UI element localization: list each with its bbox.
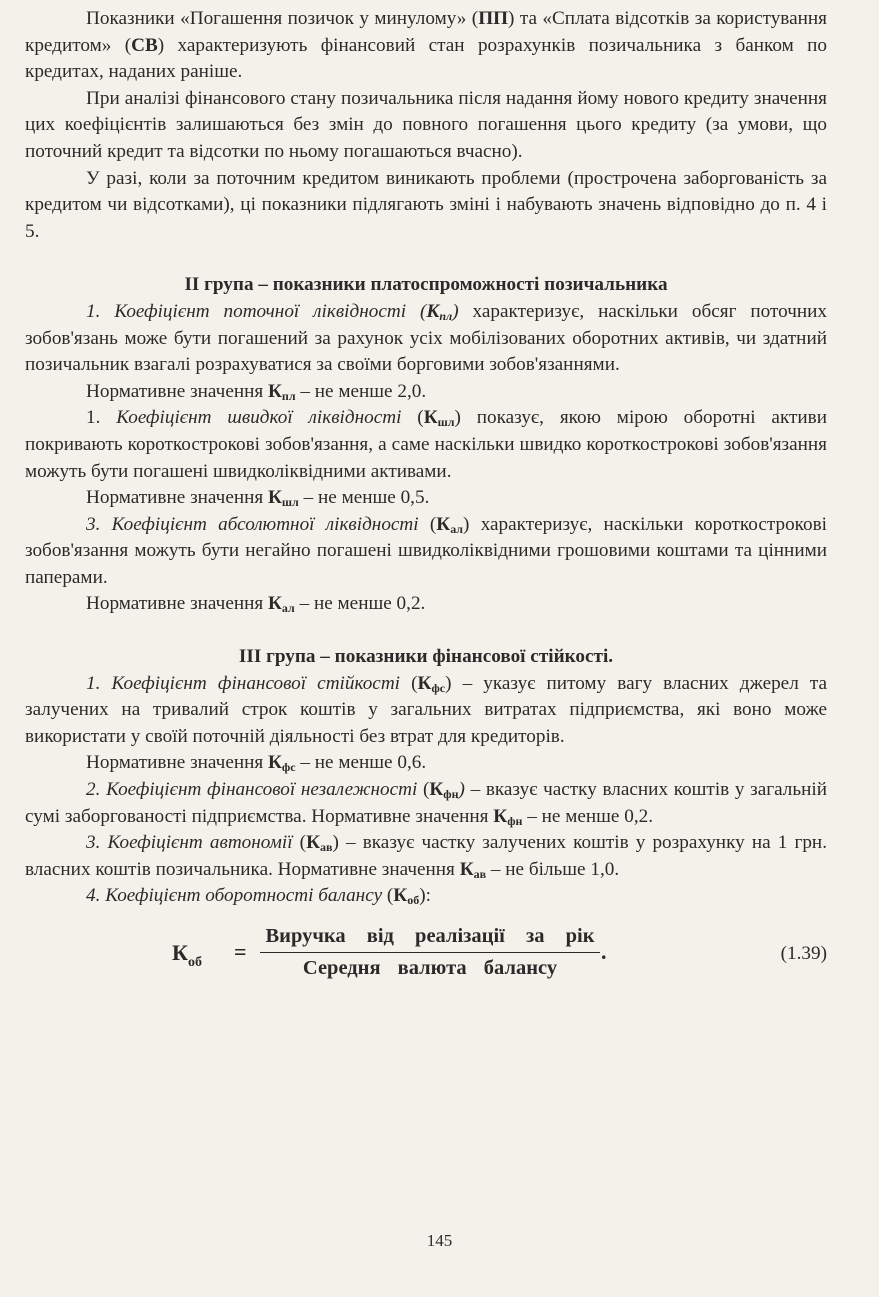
group3-item1: 1. Коефіцієнт фінансової стійкості $(К_{фс})$ – указує питому вагу власних джерел та залучених на тривалий строк коштів у загальних витратах підприємства, які воно може використати у своїй поточній діяльності без втрат для кредиторів. [25,672,828,747]
group2-norm1: Нормативне значення $К_{пл}$ – не менше 2,0. [86,380,427,403]
formula-number: (1.39) [780,943,827,964]
paragraph-3: У разі, коли за поточним кредитом виникають проблеми (прострочена заборгованість за кредитом чи відсотками), ці показники підлягають зміні і набувають значень відповідно до п. 4 і 5. [25,167,827,242]
text-run: Показники «Погашення позичок у минулому» ( [86,8,479,29]
group3-item3: 3. Коефіцієнт автономії $(К_{ав})$ – вказує частку залучених коштів у розрахунку на 1 грн. власних коштів позичальника. Нормативне значення $К_{ав}$ – не більше 1,0. [25,832,827,881]
group2-heading: ІІ група – показники платоспроможності позичальника [184,274,668,296]
page-number: 145 [426,1231,453,1250]
group3-item2: 2. Коефіцієнт фінансової незалежності $(К_{фн})$ – вказує частку власних коштів у загальній сумі заборгованості підприємства. Нормативне значення $К_{фн}$ – не менше 0,2. [25,779,827,828]
abbr-sv: СВ [131,34,158,56]
paragraph-2: При аналізі фінансового стану позичальника після надання йому нового кредиту значення цих коефіцієнтів залишаються без змін до повного погашення цього кредиту (за умови, що поточний кредит та відсотки по ньому погашаються вчасно). [25,87,827,162]
group2-item2: 1. Коефіцієнт швидкої ліквідності $(К_{шл})$ показує, якою мірою оборотні активи покривають короткострокові зобов'язання, а саме наскільки швидко короткострокові зобов'язання можуть бути погашені швидколіквідними активами. [25,407,827,482]
formula-lhs: $К_{об}$ [172,940,202,970]
group2-item3: 3. Коефіцієнт абсолютної ліквідності $(К_{ал})$ характеризує, наскільки короткострокові зобов'язання можуть бути негайно погашені швидколіквідними грошовими коштами та цінними паперами. [25,513,828,588]
formula-fraction [260,923,600,981]
text-run: ) характеризують фінансовий стан розрахунків позичальника з банком по кредитах, наданих раніше. [25,34,827,83]
formula-period: . [601,939,607,964]
group3-heading: ІІІ група – показники фінансової стійкості. [238,646,614,668]
formula-numerator: Виручка від реалізації за рік [265,925,595,947]
group2-norm2: Нормативне значення $К_{шл}$ – не менше 0,5. [86,487,430,510]
formula-1-39 [25,923,827,983]
paragraph-intro [25,6,827,86]
group3-item4: 4. Коефіцієнт оборотності балансу $(К_{об})$: [86,885,431,908]
text-run: ) та «Сплата відсотків за користування кредитом» ( [25,8,827,56]
group2-item1: 1. Коефіцієнт поточної ліквідності $(К_{пл})$ характеризує, наскільки обсяг поточних зобов'язань може бути погашений за рахунок усіх мобілізованих оборотних активів, чи здатний позичальник взагалі розрахуватися за своїми борговими зобов'язаннями. [25,300,827,376]
formula-denominator: Середня валюта балансу [302,956,558,979]
abbr-pp: ПП [478,8,509,29]
group2-norm3: Нормативне значення $К_{ал}$ – не менше 0,2. [86,593,426,616]
formula-equals: = [234,939,247,964]
group3-norm1: Нормативне значення $К_{фс}$ – не менше 0,6. [86,752,427,775]
